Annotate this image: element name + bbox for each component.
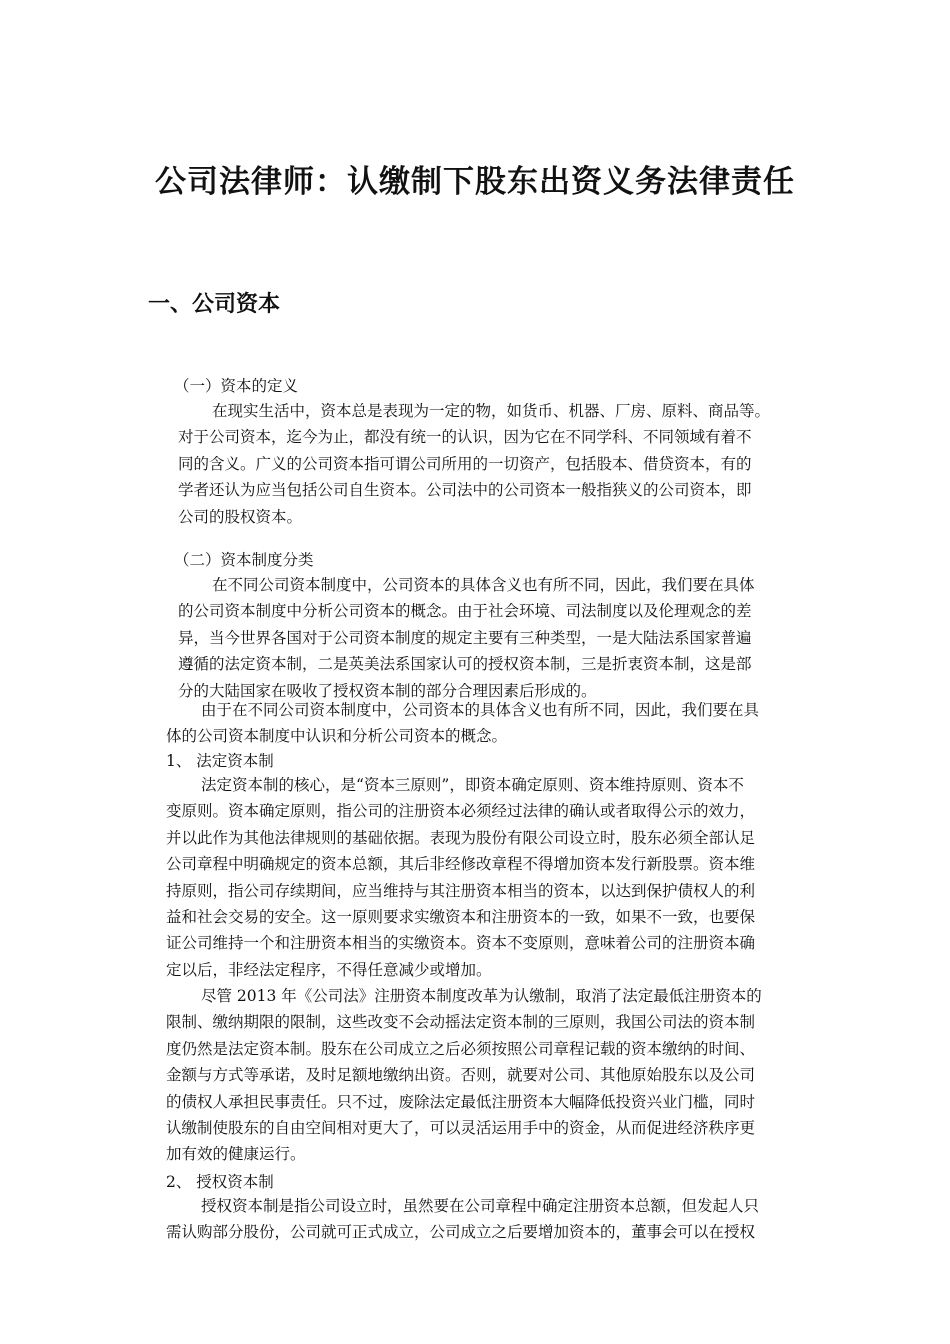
paragraph-line: 加有效的健康运行。 <box>166 1145 306 1164</box>
paragraph-capital-classification <box>178 572 808 704</box>
document-title: 公司法律师：认缴制下股东出资义务法律责任 <box>155 164 795 200</box>
paragraph-line: 法定资本制的核心，是“资本三原则”，即资本确定原则、资本维持原则、资本不 <box>201 776 744 794</box>
subsection-heading-classification: （二）资本制度分类 <box>174 551 314 569</box>
paragraph-line: 变原则。资本确定原则，指公司的注册资本必须经过法律的确认或者取得公示的效力， <box>166 802 756 821</box>
paragraph-line: 在不同公司资本制度中，公司资本的具体含义也有所不同，因此，我们要在具体 <box>212 576 755 594</box>
subsection-heading-definition: （一）资本的定义 <box>174 377 299 395</box>
paragraph-line: 体的公司资本制度中认识和分析公司资本的概念。 <box>166 727 508 746</box>
paragraph-line: 授权资本制是指公司设立时，虽然要在公司章程中确定注册资本总额，但发起人只 <box>201 1197 760 1215</box>
paragraph-line: 的债权人承担民事责任。只不过，废除法定最低注册资本大幅降低投资兴业门槛，同时 <box>166 1092 756 1111</box>
paragraph-line: 并以此作为其他法律规则的基础依据。表现为股份有限公司设立时，股东必须全部认足 <box>166 828 756 847</box>
paragraph-line: 认缴制使股东的自由空间相对更大了，可以灵活运用手中的资金，从而促进经济秩序更 <box>166 1119 756 1138</box>
paragraph-line: 持原则，指公司存续期间，应当维持与其注册资本相当的资本，以达到保护债权人的利 <box>166 881 756 900</box>
paragraph-subscription-reform <box>166 983 806 1168</box>
paragraph-authorized-capital <box>166 1193 806 1246</box>
paragraph-line: 公司的股权资本。 <box>178 507 303 526</box>
paragraph-line: 度仍然是法定资本制。股东在公司成立之后必须按照公司章程记载的资本缴纳的时间、 <box>166 1039 756 1058</box>
item-heading-statutory-capital: 1、 法定资本制 <box>166 752 274 770</box>
paragraph-line: 的公司资本制度中分析公司资本的概念。由于社会环境、司法制度以及伦理观念的差 <box>178 602 752 621</box>
paragraph-line: 益和社会交易的安全。这一原则要求实缴资本和注册资本的一致，如果不一致，也要保 <box>166 908 756 927</box>
paragraph-line: 对于公司资本，迄今为止，都没有统一的认识，因为它在不同学科、不同领域有着不 <box>178 428 752 447</box>
paragraph-line: 公司章程中明确规定的资本总额，其后非经修改章程不得增加资本发行新股票。资本维 <box>166 855 756 874</box>
paragraph-line: 异，当今世界各国对于公司资本制度的规定主要有三种类型，一是大陆法系国家普遍 <box>178 628 752 647</box>
paragraph-line: 需认购部分股份，公司就可正式成立，公司成立之后要增加资本的，董事会可以在授权 <box>166 1223 756 1242</box>
item-heading-authorized-capital: 2、 授权资本制 <box>166 1173 274 1191</box>
paragraph-capital-concept <box>166 697 806 750</box>
paragraph-line: 由于在不同公司资本制度中，公司资本的具体含义也有所不同，因此，我们要在具 <box>201 701 760 719</box>
paragraph-capital-definition <box>178 398 818 530</box>
paragraph-line: 同的含义。广义的公司资本指可谓公司所用的一切资产，包括股本、借贷资本，有的 <box>178 454 752 473</box>
paragraph-line: 限制、缴纳期限的限制，这些改变不会动摇法定资本制的三原则，我国公司法的资本制 <box>166 1013 756 1032</box>
paragraph-line: 定以后，非经法定程序，不得任意减少或增加。 <box>166 960 492 979</box>
paragraph-line: 分的大陆国家在吸收了授权资本制的部分合理因素后形成的。 <box>178 681 597 700</box>
paragraph-line: 证公司维持一个和注册资本相当的实缴资本。资本不变原则，意味着公司的注册资本确 <box>166 934 756 953</box>
paragraph-line: 学者还认为应当包括公司自生资本。公司法中的公司资本一般指狭义的公司资本，即 <box>178 481 752 500</box>
paragraph-line: 金额与方式等承诺，及时足额地缴纳出资。否则，就要对公司、其他原始股东以及公司 <box>166 1066 756 1085</box>
paragraph-line: 尽管 2013 年《公司法》注册资本制度改革为认缴制，取消了法定最低注册资本的 <box>201 987 762 1005</box>
paragraph-line: 在现实生活中，资本总是表现为一定的物，如货币、机器、厂房、原料、商品等。 <box>212 402 771 420</box>
paragraph-statutory-capital-principles <box>166 772 806 983</box>
paragraph-line: 遵循的法定资本制，二是英美法系国家认可的授权资本制，三是折衷资本制，这是部 <box>178 655 752 674</box>
section-heading: 一、公司资本 <box>148 292 281 317</box>
